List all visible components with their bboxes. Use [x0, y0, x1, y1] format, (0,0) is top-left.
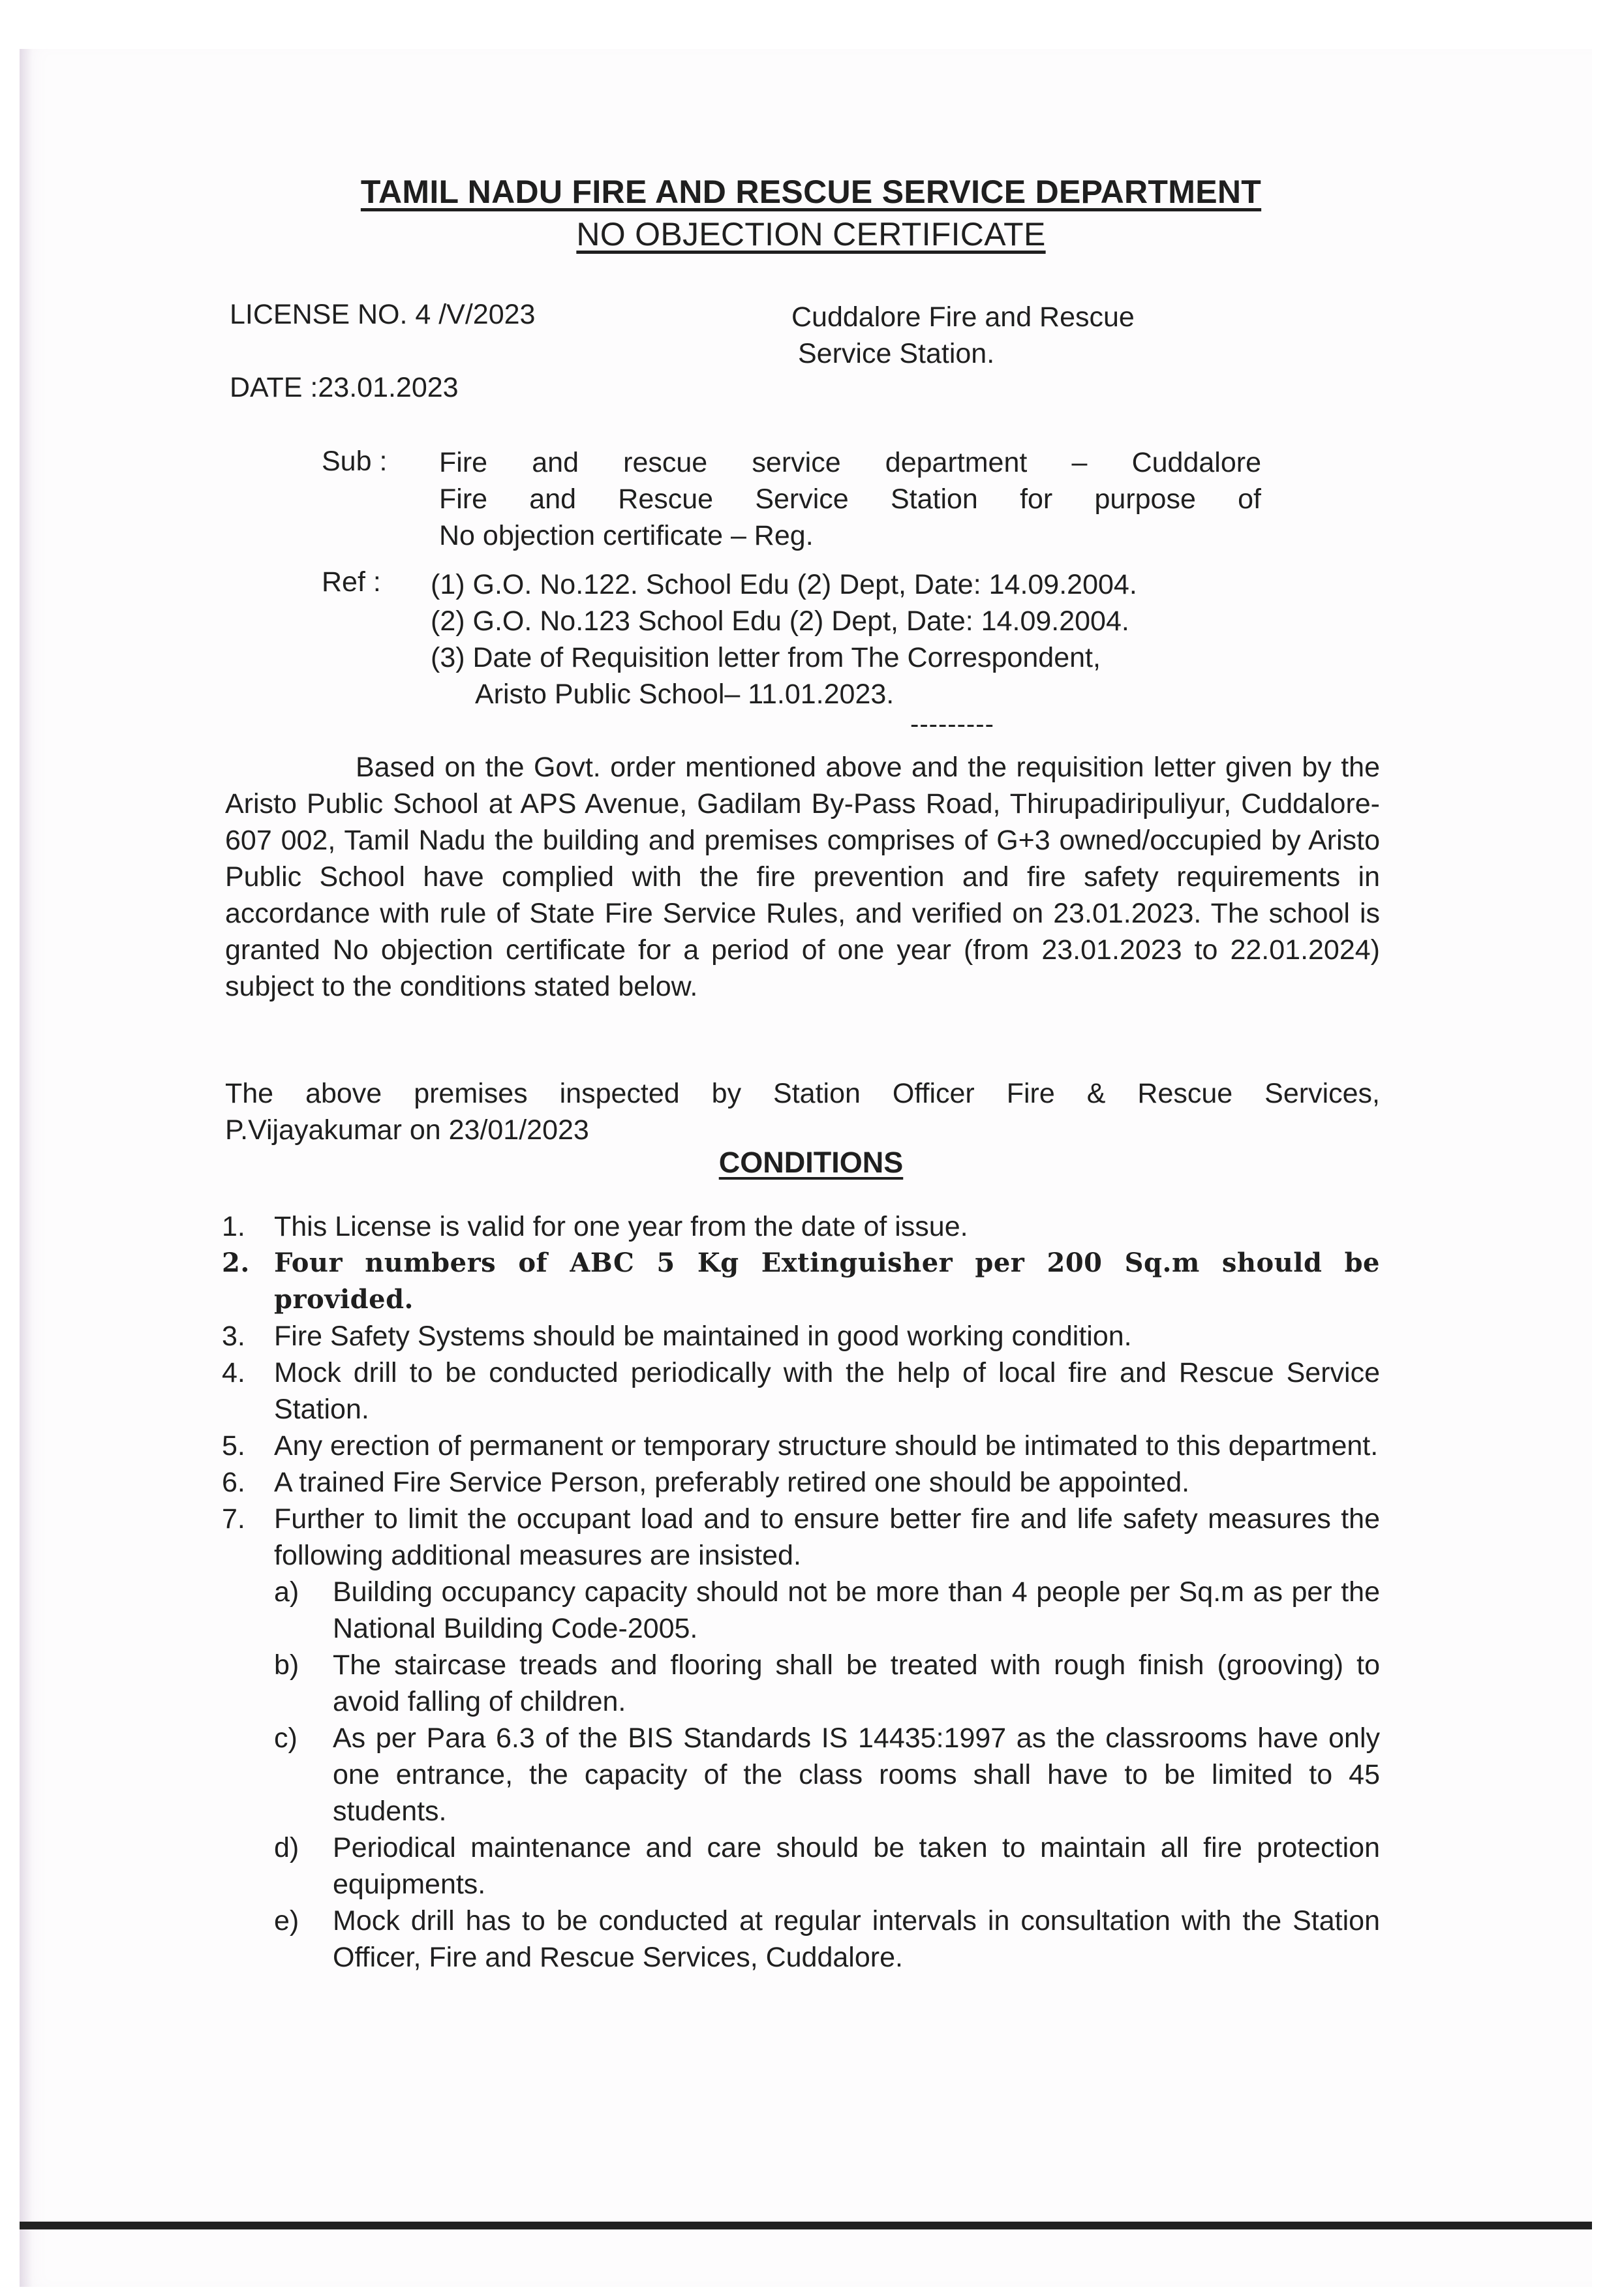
condition-text: This License is valid for one year from the date of issue. [274, 1211, 968, 1242]
station-name-line1: Cuddalore Fire and Rescue [791, 301, 1135, 333]
sub-condition-letter: d) [274, 1832, 299, 1863]
subject-text [439, 444, 1261, 554]
subject-line: Fire and rescue service department – Cuddalore [439, 447, 1261, 478]
sub-condition-item [222, 1829, 1380, 1903]
reference-item: (3) Date of Requisition letter from The Correspondent, [431, 642, 1101, 673]
reference-item: (2) G.O. No.123 School Edu (2) Dept, Date: 14.09.2004. [431, 605, 1129, 637]
sub-condition-item [222, 1903, 1380, 1976]
sub-condition-letter: e) [274, 1905, 299, 1936]
condition-number: 1. [222, 1211, 245, 1242]
sub-condition-text: Mock drill has to be conducted at regular intervals in consultation with the Station Officer, Fire and Rescue Services, Cuddalore. [333, 1905, 1380, 1973]
body-paragraph: Based on the Govt. order mentioned above and the requisition letter given by the Aristo Public School at APS Avenue, Gadilam By-Pass Road, Thirupadiripuliyur, Cuddalore- 607 002, Tamil Nadu the building and premises comprises of G+3 owned/occupied by Aristo Public School have complied with the fire prevention and fire safety requirements in accordance with rule of State Fire Service Rules, and verified on 23.01.2023. The school is granted No objection certificate for a period of one year (from 23.01.2023 to 22.01.2024) subject to the conditions stated below. [225, 752, 1380, 1002]
sub-condition-letter: a) [274, 1576, 299, 1608]
inspection-line: The above premises inspected by Station Officer Fire & Rescue Services, [225, 1078, 1380, 1109]
license-number: LICENSE NO. 4 /V/2023 [230, 299, 536, 330]
condition-item [222, 1355, 1380, 1428]
condition-item [222, 1501, 1380, 1574]
subject-label: Sub : [322, 446, 388, 477]
inspection-line: P.Vijayakumar on 23/01/2023 [225, 1114, 589, 1146]
condition-text: Fire Safety Systems should be maintained in good working condition. [274, 1321, 1132, 1352]
condition-text: A trained Fire Service Person, preferably retired one should be appointed. [274, 1467, 1190, 1498]
subject-line: Fire and Rescue Service Station for purpose of [439, 483, 1261, 515]
condition-text: Mock drill to be conducted periodically with the help of local fire and Rescue Service Station. [274, 1357, 1380, 1425]
sub-condition-letter: c) [274, 1722, 298, 1754]
sub-condition-text: Building occupancy capacity should not be more than 4 people per Sq.m as per the National Building Code-2005. [333, 1576, 1380, 1644]
department-title: TAMIL NADU FIRE AND RESCUE SERVICE DEPARTMENT [360, 174, 1262, 210]
condition-number: 5. [222, 1430, 245, 1462]
condition-item [222, 1208, 1380, 1245]
reference-label: Ref : [322, 566, 381, 598]
sub-condition-item [222, 1720, 1380, 1829]
condition-text: Further to limit the occupant load and to ensure better fire and life safety measures the following additional measures are insisted. [274, 1503, 1380, 1571]
reference-item: (1) G.O. No.122. School Edu (2) Dept, Date: 14.09.2004. [431, 569, 1137, 600]
condition-number: 3. [222, 1321, 245, 1352]
sub-condition-text: As per Para 6.3 of the BIS Standards IS 14435:1997 as the classrooms have only one entrance, the capacity of the class rooms shall have to be limited to 45 students. [333, 1722, 1380, 1827]
condition-number: 4. [222, 1357, 245, 1388]
sub-condition-text: The staircase treads and flooring shall be treated with rough finish (grooving) to avoid falling of children. [333, 1649, 1380, 1717]
condition-item [222, 1245, 1380, 1318]
station-name-line2: Service Station. [798, 338, 995, 369]
inspection-paragraph [225, 1075, 1380, 1148]
condition-number: 7. [222, 1503, 245, 1535]
certificate-date: DATE :23.01.2023 [230, 372, 459, 403]
condition-item [222, 1428, 1380, 1464]
condition-text: Four numbers of ABC 5 Kg Extinguisher per 200 Sq.m should be provided. [274, 1247, 1380, 1315]
subject-line: No objection certificate – Reg. [439, 520, 814, 551]
sub-condition-text: Periodical maintenance and care should be taken to maintain all fire protection equipments. [333, 1832, 1380, 1900]
sub-condition-item [222, 1647, 1380, 1720]
reference-item: Aristo Public School– 11.01.2023. [475, 679, 895, 710]
sub-condition-letter: b) [274, 1649, 299, 1681]
condition-text: Any erection of permanent or temporary structure should be intimated to this department. [274, 1430, 1379, 1462]
condition-number: 2. [222, 1247, 250, 1278]
condition-item [222, 1318, 1380, 1355]
reference-list [431, 566, 1279, 712]
sub-condition-item [222, 1574, 1380, 1647]
condition-number: 6. [222, 1467, 245, 1498]
bottom-border [20, 2222, 1592, 2229]
certificate-title: NO OBJECTION CERTIFICATE [576, 216, 1046, 253]
conditions-list [222, 1208, 1380, 1976]
condition-item [222, 1464, 1380, 1501]
divider: --------- [910, 710, 994, 739]
conditions-heading: CONDITIONS [718, 1146, 904, 1179]
